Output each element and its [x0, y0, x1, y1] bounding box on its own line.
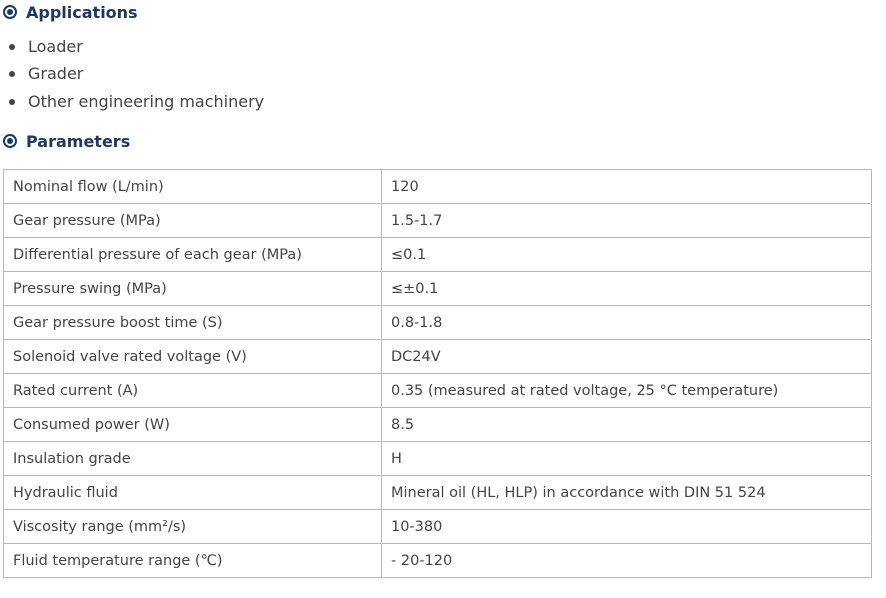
table-row [4, 408, 872, 442]
param-label: Pressure swing (MPa) [4, 272, 382, 306]
param-label: Rated current (A) [4, 374, 382, 408]
param-value: - 20-120 [382, 544, 872, 578]
param-label: Consumed power (W) [4, 408, 382, 442]
param-value: 0.35 (measured at rated voltage, 25 °C temperature) [382, 374, 872, 408]
table-row [4, 510, 872, 544]
table-row [4, 374, 872, 408]
table-row [4, 306, 872, 340]
table-row [4, 170, 872, 204]
param-value: Mineral oil (HL, HLP) in accordance with DIN 51 524 [382, 476, 872, 510]
bullet-icon [9, 71, 15, 77]
param-value: 8.5 [382, 408, 872, 442]
table-row [4, 204, 872, 238]
list-item-text: Grader [28, 64, 84, 84]
list-item [0, 61, 264, 89]
list-item-text: Other engineering machinery [28, 91, 265, 111]
table-row [4, 442, 872, 476]
table-row [4, 544, 872, 578]
bullet-icon [9, 44, 15, 50]
param-label: Nominal flow (L/min) [4, 170, 382, 204]
table-row [4, 272, 872, 306]
parameters-heading [3, 130, 130, 152]
parameters-table [3, 169, 872, 578]
param-value: 10-380 [382, 510, 872, 544]
param-value: 1.5-1.7 [382, 204, 872, 238]
list-item-text: Loader [28, 36, 83, 56]
param-value: DC24V [382, 340, 872, 374]
param-label: Gear pressure (MPa) [4, 204, 382, 238]
radio-bullet-icon [3, 5, 17, 19]
list-item [0, 88, 264, 116]
param-value: 120 [382, 170, 872, 204]
applications-list [0, 33, 264, 116]
param-label: Insulation grade [4, 442, 382, 476]
param-value: H [382, 442, 872, 476]
radio-bullet-icon [3, 134, 17, 148]
param-label: Viscosity range (mm²/s) [4, 510, 382, 544]
param-label: Hydraulic fluid [4, 476, 382, 510]
bullet-icon [9, 99, 15, 105]
applications-heading [3, 1, 138, 23]
param-value: ≤0.1 [382, 238, 872, 272]
parameters-title: Parameters [26, 131, 131, 151]
param-value: 0.8-1.8 [382, 306, 872, 340]
param-label: Differential pressure of each gear (MPa) [4, 238, 382, 272]
table-row [4, 340, 872, 374]
param-label: Gear pressure boost time (S) [4, 306, 382, 340]
list-item [0, 33, 264, 61]
table-row [4, 476, 872, 510]
param-value: ≤±0.1 [382, 272, 872, 306]
applications-title: Applications [26, 2, 138, 22]
table-row [4, 238, 872, 272]
param-label: Solenoid valve rated voltage (V) [4, 340, 382, 374]
param-label: Fluid temperature range (℃) [4, 544, 382, 578]
